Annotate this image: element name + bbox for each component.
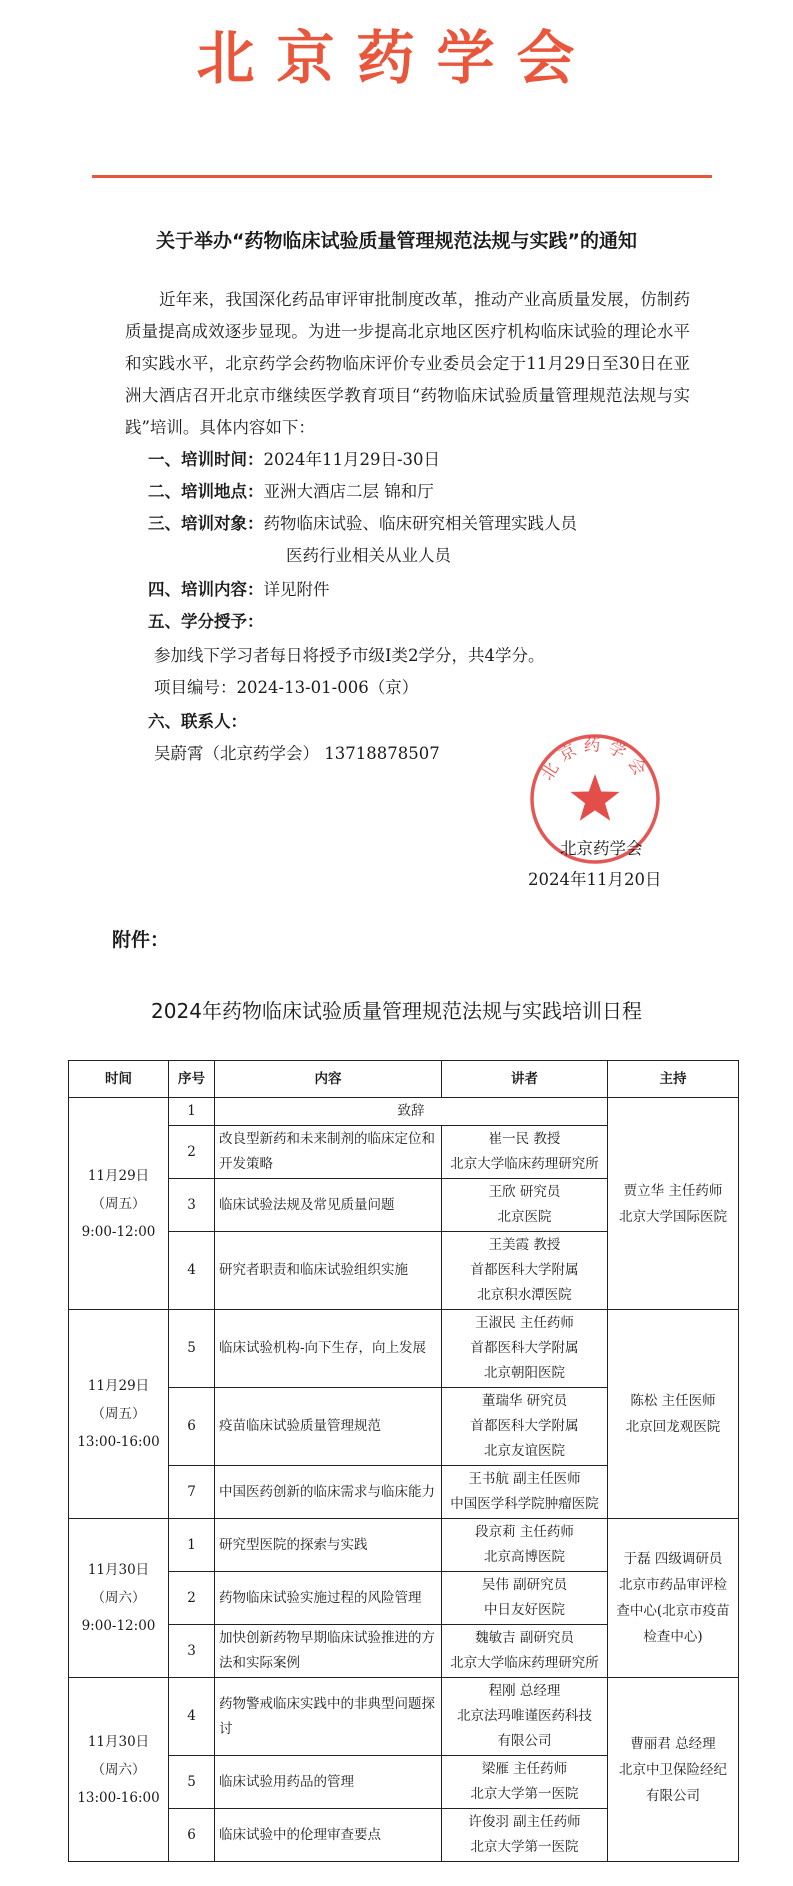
speaker-line: 王书航 副主任医师	[468, 1471, 581, 1487]
host-line: 北京回龙观医院	[625, 1419, 721, 1435]
session-host	[608, 1519, 739, 1678]
row-speaker	[442, 1809, 608, 1862]
session-time-line: 13:00-16:00	[77, 1789, 160, 1806]
row-number: 6	[169, 1388, 215, 1466]
host-line: 检查中心)	[643, 1629, 703, 1645]
session-time-line: 11月30日	[87, 1562, 150, 1578]
notice-title: 关于举办“药物临床试验质量管理规范法规与实践”的通知	[156, 230, 637, 252]
row-topic: 疫苗临床试验质量管理规范	[215, 1388, 442, 1466]
project-number: 项目编号：2024-13-01-006（京）	[154, 678, 419, 697]
row-speaker	[442, 1179, 608, 1232]
speaker-line: 北京大学第一医院	[470, 1839, 579, 1855]
speaker-line: 段京莉 主任药师	[475, 1524, 574, 1540]
speaker-line: 北京医院	[497, 1209, 552, 1225]
row-topic: 临床试验法规及常见质量问题	[215, 1179, 442, 1232]
host-line: 有限公司	[646, 1787, 700, 1804]
contact-line: 吴蔚霄（北京药学会） 13718878507	[154, 744, 440, 763]
row-number: 2	[169, 1126, 215, 1179]
notice-item-time: 一、培训时间：2024年11月29日-30日	[148, 450, 441, 469]
session-time-line: （周六）	[91, 1590, 146, 1606]
row-number: 5	[169, 1756, 215, 1809]
row-topic: 中国医药创新的临床需求与临床能力	[215, 1466, 442, 1519]
speaker-line: 北京大学临床药理研究所	[450, 1655, 599, 1671]
speaker-line: 王淑民 主任药师	[475, 1315, 574, 1331]
col-header-no: 序号	[169, 1061, 215, 1098]
org-letterhead: 北京药学会	[196, 24, 597, 92]
col-header-time: 时间	[69, 1061, 169, 1098]
row-number: 1	[169, 1098, 215, 1126]
host-line: 曹丽君 总经理	[630, 1735, 716, 1752]
row-number: 3	[169, 1179, 215, 1232]
row-number: 1	[169, 1519, 215, 1572]
row-topic: 临床试验用药品的管理	[215, 1756, 442, 1809]
speaker-line: 首都医科大学附属	[470, 1340, 579, 1356]
notice-intro: 近年来，我国深化药品审评审批制度改革，推动产业高质量发展，仿制药质量提高成效逐步显现。为进一步提高北京地区医疗机构临床试验的理论水平和实践水平，北京药学会药物临床评价专业委员会定于11月29日至30日在亚洲大酒店召开北京市继续医学教育项目“药物临床试验质量管理规范法规与实践”培训。具体内容如下：	[125, 290, 690, 437]
host-line: 陈松 主任医师	[630, 1393, 716, 1409]
speaker-line: 吴伟 副研究员	[481, 1577, 568, 1593]
session-host	[608, 1678, 739, 1862]
row-topic: 临床试验机构-向下生存，向上发展	[215, 1310, 442, 1388]
speaker-line: 许俊羽 副主任药师	[468, 1814, 581, 1830]
row-number: 4	[169, 1678, 215, 1756]
signature-date: 2024年11月20日	[528, 870, 662, 889]
session-host	[608, 1098, 739, 1310]
session-time-line: 11月30日	[87, 1733, 150, 1750]
host-line: 贾立华 主任药师	[623, 1182, 723, 1199]
row-speaker	[442, 1625, 608, 1678]
letterhead-divider	[92, 175, 712, 178]
col-header-host: 主持	[608, 1061, 739, 1098]
speaker-line: 董瑞华 研究员	[481, 1393, 568, 1409]
host-line: 北京大学国际医院	[619, 1208, 727, 1225]
credit-line: 参加线下学习者每日将授予市级Ⅰ类2学分，共4学分。	[154, 646, 545, 665]
row-number: 6	[169, 1809, 215, 1862]
row-speaker	[442, 1126, 608, 1179]
host-line: 北京中卫保险经纪	[619, 1761, 727, 1778]
row-topic: 改良型新药和未来制剂的临床定位和开发策略	[215, 1126, 442, 1179]
row-speaker	[442, 1572, 608, 1625]
session-time-line: 11月29日	[87, 1378, 150, 1394]
speaker-line: 首都医科大学附属	[470, 1262, 579, 1278]
session-time	[69, 1098, 169, 1310]
row-speaker	[442, 1519, 608, 1572]
row-number: 2	[169, 1572, 215, 1625]
row-speaker	[442, 1678, 608, 1756]
row-speaker	[442, 1388, 608, 1466]
session-time-line: 9:00-12:00	[81, 1223, 156, 1240]
speaker-line: 有限公司	[497, 1733, 552, 1749]
row-number: 7	[169, 1466, 215, 1519]
row-number: 5	[169, 1310, 215, 1388]
row-topic: 临床试验中的伦理审查要点	[215, 1809, 442, 1862]
speaker-line: 崔一民 教授	[488, 1131, 561, 1147]
session-time-line: （周六）	[91, 1761, 146, 1778]
row-topic: 研究者职责和临床试验组织实施	[215, 1232, 442, 1310]
schedule-row	[69, 1098, 739, 1126]
notice-item-location: 二、培训地点：亚洲大酒店二层 锦和厅	[148, 482, 434, 501]
session-time-line: （周五）	[91, 1406, 146, 1422]
notice-item-credits: 五、学分授予：	[148, 612, 264, 631]
notice-item-audience: 三、培训对象：药物临床试验、临床研究相关管理实践人员	[148, 514, 577, 533]
speaker-line: 北京积水潭医院	[477, 1287, 572, 1303]
session-time-line: 11月29日	[87, 1167, 150, 1184]
session-time	[69, 1678, 169, 1862]
row-speaker	[442, 1466, 608, 1519]
speaker-line: 王美霞 教授	[488, 1237, 561, 1253]
row-topic: 研究型医院的探索与实践	[215, 1519, 442, 1572]
notice-item-audience-2: 医药行业相关从业人员	[286, 546, 451, 565]
row-speaker	[442, 1310, 608, 1388]
row-speaker	[442, 1232, 608, 1310]
row-topic: 药物警戒临床实践中的非典型问题探讨	[215, 1678, 442, 1756]
session-host	[608, 1310, 739, 1519]
signature-org: 北京药学会	[560, 839, 643, 858]
speaker-line: 北京高博医院	[484, 1549, 565, 1565]
notice-item-contact: 六、联系人：	[148, 712, 247, 731]
speaker-line: 北京大学临床药理研究所	[450, 1156, 599, 1172]
schedule-title: 2024年药物临床试验质量管理规范法规与实践培训日程	[151, 999, 642, 1023]
session-time-line: 9:00-12:00	[81, 1618, 156, 1634]
notice-item-content: 四、培训内容：详见附件	[148, 580, 330, 599]
schedule-row	[69, 1519, 739, 1572]
speaker-line: 北京友谊医院	[484, 1443, 565, 1459]
row-number: 3	[169, 1625, 215, 1678]
speaker-line: 程刚 总经理	[488, 1683, 561, 1699]
row-speaker	[442, 1756, 608, 1809]
session-time-line: 13:00-16:00	[77, 1434, 160, 1450]
speaker-line: 中日友好医院	[484, 1602, 565, 1618]
row-topic: 致辞	[215, 1098, 608, 1126]
col-header-content: 内容	[215, 1061, 442, 1098]
schedule-row	[69, 1310, 739, 1388]
svg-text:北京药学会: 北京药学会	[537, 735, 653, 785]
schedule-row	[69, 1678, 739, 1756]
session-time	[69, 1519, 169, 1678]
col-header-speaker: 讲者	[442, 1061, 608, 1098]
speaker-line: 王欣 研究员	[488, 1184, 561, 1200]
attachment-label: 附件：	[112, 929, 170, 951]
speaker-line: 中国医学科学院肿瘤医院	[450, 1496, 599, 1512]
speaker-line: 魏敏吉 副研究员	[475, 1630, 574, 1646]
schedule-header-row	[69, 1061, 739, 1098]
session-time	[69, 1310, 169, 1519]
host-line: 于磊 四级调研员	[623, 1551, 723, 1567]
speaker-line: 北京朝阳医院	[484, 1365, 565, 1381]
session-time-line: （周五）	[91, 1195, 146, 1212]
speaker-line: 北京大学第一医院	[470, 1786, 579, 1802]
host-line: 北京市药品审评检	[619, 1577, 727, 1593]
row-number: 4	[169, 1232, 215, 1310]
schedule-table	[68, 1060, 739, 1862]
speaker-line: 梁雁 主任药师	[481, 1761, 568, 1777]
row-topic: 加快创新药物早期临床试验推进的方法和实际案例	[215, 1625, 442, 1678]
row-topic: 药物临床试验实施过程的风险管理	[215, 1572, 442, 1625]
speaker-line: 首都医科大学附属	[470, 1418, 579, 1434]
speaker-line: 北京法玛唯谨医药科技	[457, 1708, 592, 1724]
schedule-body	[69, 1098, 739, 1862]
host-line: 查中心(北京市疫苗	[616, 1603, 730, 1619]
